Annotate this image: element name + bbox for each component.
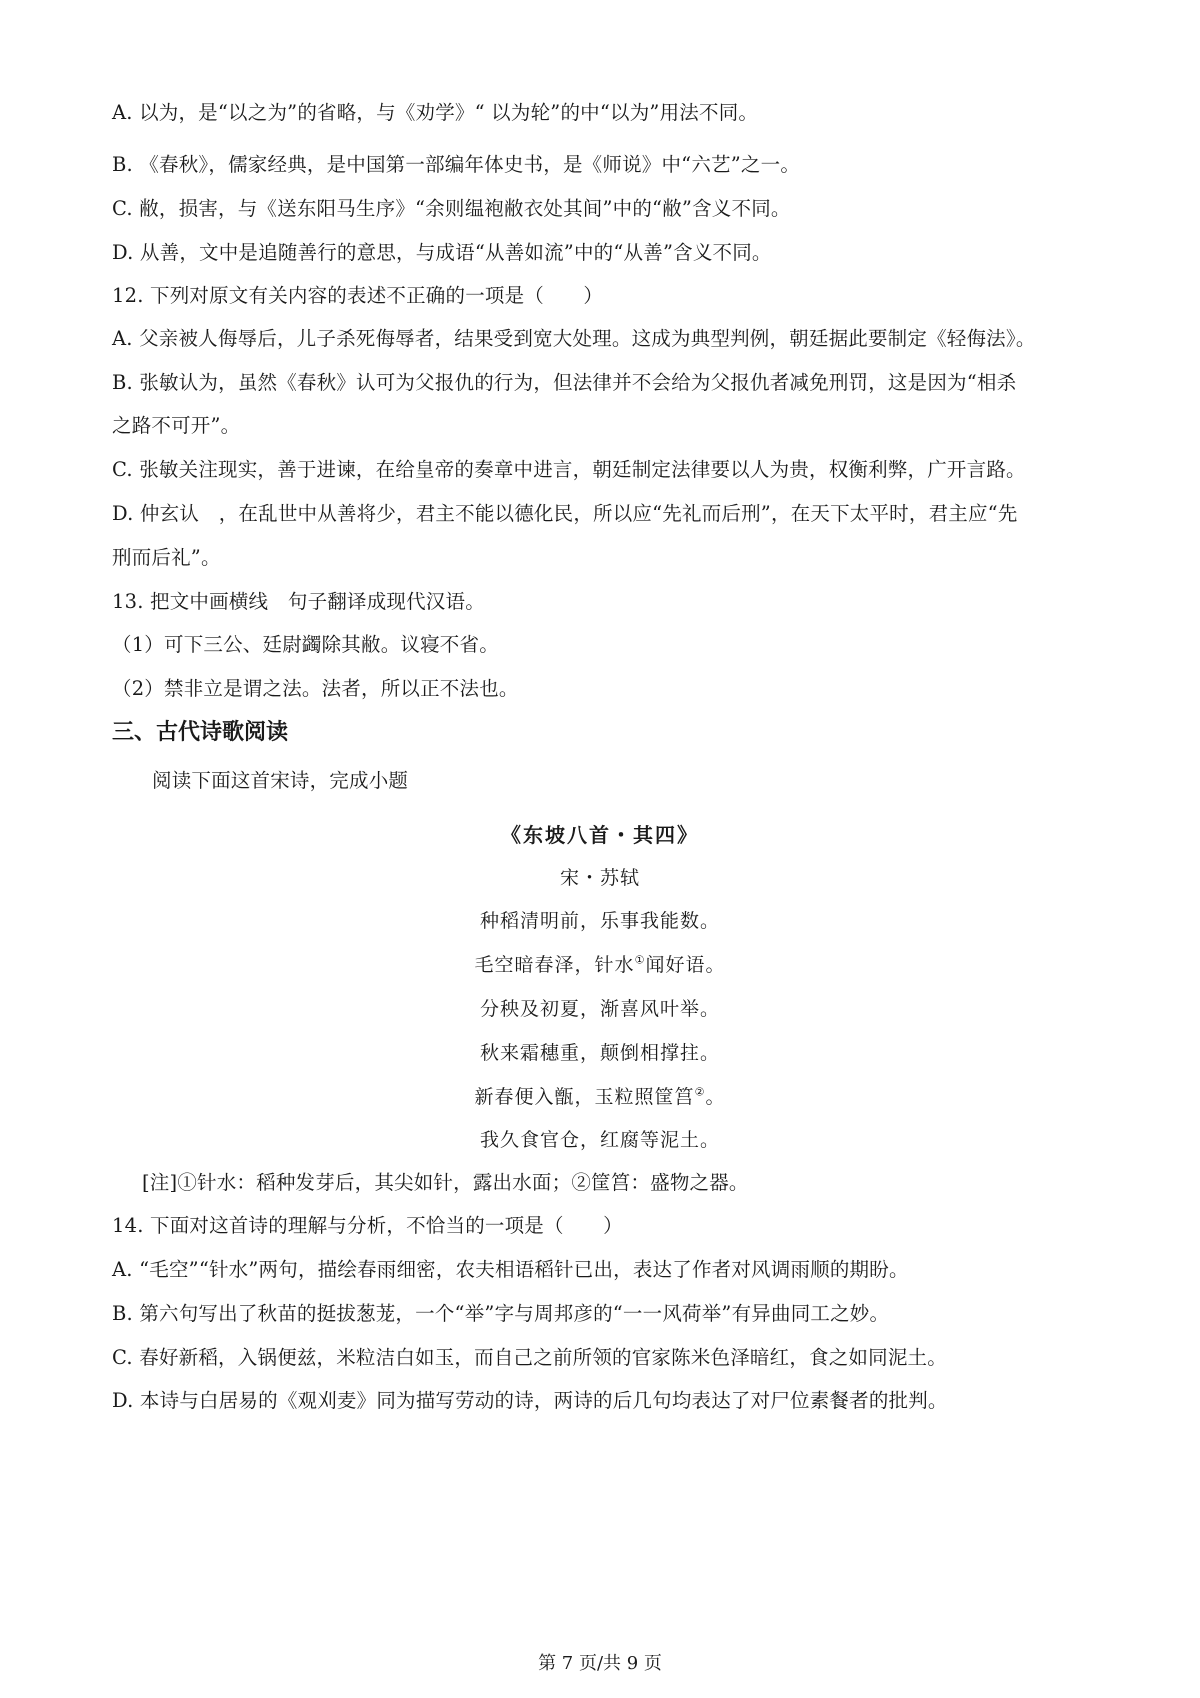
q12-option-d-line2: 刑而后礼”。	[112, 546, 221, 569]
q11-option-b: B. 《春秋》，儒家经典，是中国第一部编年体史书，是《师说》中“六艺”之一。	[112, 153, 801, 176]
q13-sentence-1: （1）可下三公、廷尉蠲除其敝。议寝不省。	[112, 633, 499, 656]
q11-option-c: C. 敝，损害，与《送东阳马生序》“余则缊袍敝衣处其间”中的“敝”含义不同。	[112, 197, 791, 220]
q14-option-d: D. 本诗与白居易的《观刈麦》同为描写劳动的诗，两诗的后几句均表达了对尸位素餐者的批判。	[112, 1389, 948, 1412]
poem-title: 《东坡八首・其四》	[501, 823, 699, 847]
q13-stem: 13. 把文中画横线 句子翻译成现代汉语。	[112, 590, 485, 613]
poem-line-5: 新春便入甑，玉粒照筐筥②。	[474, 1085, 726, 1108]
section-heading: 三、古代诗歌阅读	[112, 720, 289, 745]
q14-option-a: A. “毛空”“针水”两句，描绘春雨细密，农夫相语稻针已出，表达了作者对风调雨顺的期盼。	[112, 1258, 909, 1281]
section-intro: 阅读下面这首宋诗，完成小题	[152, 769, 409, 792]
q11-option-d: D. 从善，文中是追随善行的意思，与成语“从善如流”中的“从善”含义不同。	[112, 241, 772, 264]
q12-option-d-line1: D. 仲玄认 ，在乱世中从善将少，君主不能以德化民，所以应“先礼而后刑”，在天下太平时，君主应“先	[112, 502, 1018, 525]
q12-option-b-line2: 之路不可开”。	[112, 414, 241, 437]
footnote-mark-2: ②	[694, 1085, 706, 1099]
page-number: 第 7 页/共 9 页	[538, 1653, 662, 1674]
footnote-mark-1: ①	[634, 953, 646, 967]
q12-option-b-line1: B. 张敏认为，虽然《春秋》认可为父报仇的行为，但法律并不会给为父报仇者减免刑罚，这是因为“相杀	[112, 371, 1017, 394]
q13-sentence-2: （2）禁非立是谓之法。法者，所以正不法也。	[112, 677, 519, 700]
poem-line-1: 种稻清明前，乐事我能数。	[479, 910, 720, 932]
q14-stem: 14. 下面对这首诗的理解与分析，不恰当的一项是（ ）	[112, 1214, 623, 1237]
q14-option-b: B. 第六句写出了秋苗的挺拔葱茏，一个“举”字与周邦彦的“一一风荷举”有异曲同工之妙。	[112, 1302, 890, 1325]
poem-line-4: 秋来霜穗重，颠倒相撑拄。	[479, 1042, 720, 1064]
poem-note: [注]①针水：稻种发芽后，其尖如针，露出水面；②筐筥：盛物之器。	[142, 1171, 749, 1194]
poem-line-6: 我久食官仓，红腐等泥土。	[479, 1129, 720, 1151]
poem-author: 宋・苏轼	[559, 867, 640, 889]
poem-line-3: 分秧及初夏，渐喜风叶举。	[479, 998, 720, 1020]
q12-stem: 12. 下列对原文有关内容的表述不正确的一项是（ ）	[112, 284, 604, 307]
q14-option-c: C. 春好新稻，入锅便兹，米粒洁白如玉，而自己之前所领的官家陈米色泽暗红，食之如同泥土。	[112, 1346, 947, 1369]
poem-line-2: 毛空暗春泽，针水①闻好语。	[474, 953, 726, 976]
q11-option-a: A. 以为，是“以之为”的省略，与《劝学》“ 以为轮”的中“以为”用法不同。	[112, 101, 759, 124]
q12-option-c: C. 张敏关注现实，善于进谏，在给皇帝的奏章中进言，朝廷制定法律要以人为贵，权衡利弊，广开言路。	[112, 458, 1026, 481]
q12-option-a: A. 父亲被人侮辱后，儿子杀死侮辱者，结果受到宽大处理。这成为典型判例，朝廷据此要制定《轻侮法》。	[112, 327, 1036, 350]
